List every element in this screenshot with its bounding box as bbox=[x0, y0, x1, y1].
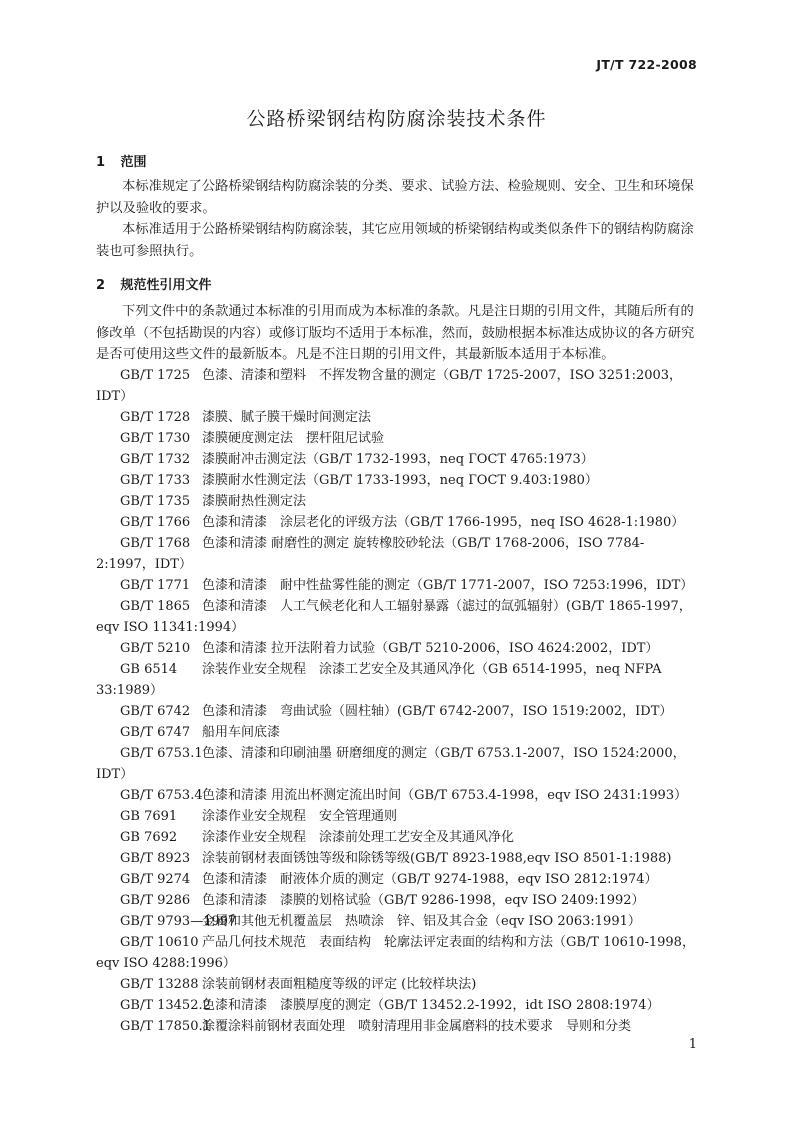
reference-title: 涂漆作业安全规程 涂漆前处理工艺安全及其通风净化 bbox=[202, 830, 515, 845]
reference-title: 涂装前钢材表面锈蚀等级和除锈等级(GB/T 8923-1988,eqv ISO 8501-1:1988) bbox=[202, 851, 672, 866]
reference-code: GB/T 8923 bbox=[120, 851, 191, 866]
reference-title: 金属和其他无机覆盖层 热喷涂 锌、铝及其合金（eqv ISO 2063:1991） bbox=[202, 914, 641, 929]
reference-code: GB/T 1735 bbox=[120, 494, 191, 509]
reference-code: GB/T 1725 bbox=[120, 368, 191, 383]
reference-title: 色漆和清漆 耐液体介质的测定（GB/T 9274-1988，eqv ISO 2812:1974） bbox=[202, 872, 658, 887]
reference-code: GB/T 9286 bbox=[120, 893, 191, 908]
reference-title: 涂装作业安全规程 涂漆工艺安全及其通风净化（GB 6514-1995，neq NFPA 33:1989） bbox=[96, 662, 662, 698]
reference-code: GB/T 17850.1 bbox=[120, 1019, 211, 1034]
reference-list bbox=[96, 365, 699, 1037]
reference-code: GB/T 1728 bbox=[120, 410, 191, 425]
section-2-title: 规范性引用文件 bbox=[120, 278, 212, 293]
reference-item bbox=[96, 407, 699, 428]
reference-item bbox=[96, 869, 699, 890]
reference-title: 色漆、清漆和塑料 不挥发物含量的测定（GB/T 1725-2007，ISO 3251:2003，IDT） bbox=[96, 368, 683, 404]
section-2-number: 2 bbox=[96, 278, 106, 293]
reference-code: GB/T 13452.2 bbox=[120, 998, 211, 1013]
reference-title: 色漆和清漆 弯曲试验（圆柱轴）(GB/T 6742-2007，ISO 1519:2002，IDT） bbox=[202, 704, 673, 719]
reference-title: 色漆、清漆和印刷油墨 研磨细度的测定（GB/T 6753.1-2007，ISO 1524:2000，IDT） bbox=[96, 746, 686, 782]
reference-code: GB/T 6742 bbox=[120, 704, 191, 719]
reference-code: GB/T 6753.1 bbox=[120, 746, 203, 761]
page-number: 1 bbox=[688, 1037, 697, 1052]
reference-title: 色漆和清漆 漆膜厚度的测定（GB/T 13452.2-1992，idt ISO 2808:1974） bbox=[202, 998, 660, 1013]
reference-item bbox=[96, 575, 699, 596]
reference-code: GB 7692 bbox=[120, 830, 178, 845]
section-2-heading bbox=[96, 274, 212, 293]
document-title: 公路桥梁钢结构防腐涂装技术条件 bbox=[246, 108, 547, 130]
reference-item bbox=[96, 974, 699, 995]
reference-item bbox=[96, 491, 699, 512]
reference-item bbox=[96, 911, 699, 932]
reference-item bbox=[96, 932, 699, 974]
reference-title: 漆膜耐水性测定法（GB/T 1733-1993，neq ГОСТ 9.403:1980） bbox=[202, 473, 598, 488]
reference-code: GB 6514 bbox=[120, 662, 178, 677]
reference-code: GB/T 6747 bbox=[120, 725, 191, 740]
reference-item bbox=[96, 995, 699, 1016]
reference-title: 色漆和清漆 涂层老化的评级方法（GB/T 1766-1995，neq ISO 4628-1:1980） bbox=[202, 515, 685, 530]
reference-title: 产品几何技术规范 表面结构 轮廓法评定表面的结构和方法（GB/T 10610-1998，eqv ISO 4288:1996） bbox=[96, 935, 695, 971]
reference-item bbox=[96, 722, 699, 743]
reference-title: 涂覆涂料前钢材表面处理 喷射清理用非金属磨料的技术要求 导则和分类 bbox=[202, 1019, 632, 1034]
reference-code: GB/T 13288 bbox=[120, 977, 199, 992]
reference-title: 船用车间底漆 bbox=[202, 725, 281, 740]
reference-code: GB 7691 bbox=[120, 809, 178, 824]
reference-item bbox=[96, 428, 699, 449]
reference-code: GB/T 6753.4 bbox=[120, 788, 203, 803]
reference-title: 漆膜、腻子膜干燥时间测定法 bbox=[202, 410, 372, 425]
section-1-number: 1 bbox=[96, 155, 106, 170]
reference-item bbox=[96, 596, 699, 638]
reference-title: 涂漆作业安全规程 安全管理通则 bbox=[202, 809, 398, 824]
reference-title: 色漆和清漆 漆膜的划格试验（GB/T 9286-1998，eqv ISO 2409:1992） bbox=[202, 893, 645, 908]
section-2-intro: 下列文件中的条款通过本标准的引用而成为本标准的条款。凡是注日期的引用文件，其随后所有的修改单（不包括勘误的内容）或修订版均不适用于本标准，然而，鼓励根据本标准达成协议的各方研究是否可使用这些文件的最新版本。凡是不注日期的引用文件，其最新版本适用于本标准。 bbox=[96, 304, 695, 362]
reference-title: 漆膜硬度测定法 摆杆阻尼试验 bbox=[202, 431, 385, 446]
reference-title: 涂装前钢材表面粗糙度等级的评定 (比较样块法) bbox=[202, 977, 477, 992]
reference-code: GB/T 1768 bbox=[120, 536, 191, 551]
reference-title: 色漆和清漆 拉开法附着力试验（GB/T 5210-2006，ISO 4624:2002，IDT） bbox=[202, 641, 659, 656]
reference-item bbox=[96, 449, 699, 470]
section-1-title: 范围 bbox=[120, 155, 147, 170]
section-1-heading bbox=[96, 151, 147, 170]
reference-item bbox=[96, 743, 699, 785]
reference-code: GB/T 1730 bbox=[120, 431, 191, 446]
reference-item bbox=[96, 638, 699, 659]
section-1-paragraph-1: 本标准规定了公路桥梁钢结构防腐涂装的分类、要求、试验方法、检验规则、安全、卫生和环境保护以及验收的要求。 bbox=[96, 179, 694, 216]
reference-code: GB/T 1771 bbox=[120, 578, 191, 593]
reference-code: GB/T 1766 bbox=[120, 515, 191, 530]
reference-code: GB/T 1865 bbox=[120, 599, 191, 614]
reference-title: 色漆和清漆 人工气候老化和人工辐射暴露（滤过的氙弧辐射）(GB/T 1865-1997，eqv ISO 11341:1994） bbox=[96, 599, 692, 635]
reference-item bbox=[96, 890, 699, 911]
reference-code: GB/T 10610 bbox=[120, 935, 199, 950]
reference-item bbox=[96, 659, 699, 701]
reference-code: GB/T 1733 bbox=[120, 473, 191, 488]
section-1-paragraph-2: 本标准适用于公路桥梁钢结构防腐涂装，其它应用领域的桥梁钢结构或类似条件下的钢结构防腐涂装也可参照执行。 bbox=[96, 222, 694, 259]
reference-item bbox=[96, 470, 699, 491]
reference-item bbox=[96, 827, 699, 848]
reference-item bbox=[96, 365, 699, 407]
reference-item bbox=[96, 848, 699, 869]
reference-title: 色漆和清漆 耐磨性的测定 旋转橡胶砂轮法（GB/T 1768-2006，ISO 7784-2:1997，IDT） bbox=[96, 536, 645, 572]
reference-item bbox=[96, 806, 699, 827]
reference-title: 色漆和清漆 耐中性盐雾性能的测定（GB/T 1771-2007，ISO 7253:1996，IDT） bbox=[202, 578, 694, 593]
reference-item bbox=[96, 1016, 699, 1037]
reference-code: GB/T 9793—1997 bbox=[120, 914, 237, 929]
reference-code: GB/T 5210 bbox=[120, 641, 191, 656]
reference-title: 漆膜耐热性测定法 bbox=[202, 494, 307, 509]
reference-item bbox=[96, 785, 699, 806]
reference-item bbox=[96, 512, 699, 533]
standard-number: JT/T 722-2008 bbox=[596, 57, 697, 72]
reference-code: GB/T 9274 bbox=[120, 872, 191, 887]
reference-title: 色漆和清漆 用流出杯测定流出时间（GB/T 6753.4-1998，eqv ISO 2431:1993） bbox=[202, 788, 688, 803]
reference-title: 漆膜耐冲击测定法（GB/T 1732-1993，neq ГОСТ 4765:1973） bbox=[202, 452, 594, 467]
reference-item bbox=[96, 533, 699, 575]
reference-item bbox=[96, 701, 699, 722]
reference-code: GB/T 1732 bbox=[120, 452, 191, 467]
